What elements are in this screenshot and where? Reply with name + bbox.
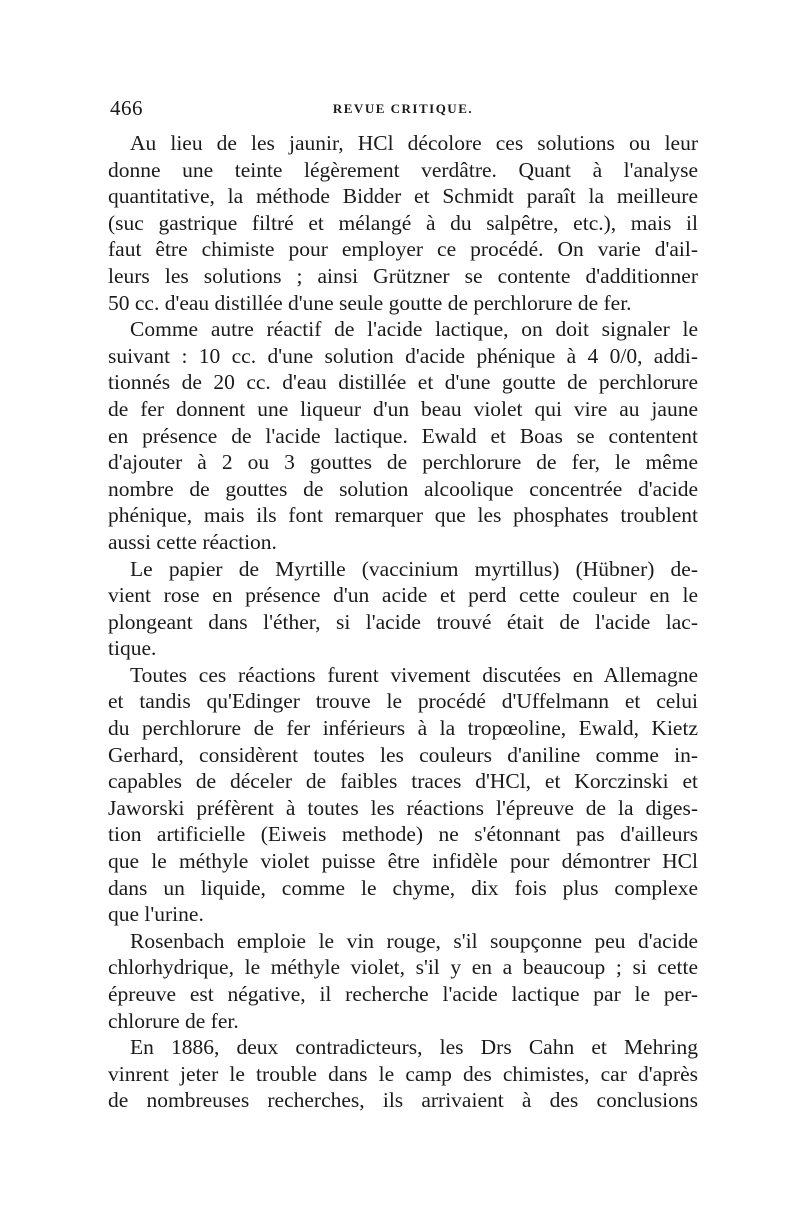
book-page xyxy=(108,96,698,1114)
text-line: Jaworski préfèrent à toutes les réactions l'épreuve de la diges- xyxy=(108,795,698,820)
text-line: donne une teinte légèrement verdâtre. Quant à l'analyse xyxy=(108,157,698,182)
text-line: de nombreuses recherches, ils arrivaient à des conclusions xyxy=(108,1088,698,1113)
text-line: tion artificielle (Eiweis methode) ne s'étonnant pas d'ailleurs xyxy=(108,822,698,847)
text-line: chlorhydrique, le méthyle violet, s'il y en a beaucoup ; si cette xyxy=(108,955,698,980)
page-number: 466 xyxy=(110,96,143,120)
text-line: quantitative, la méthode Bidder et Schmidt paraît la meilleure xyxy=(108,184,698,209)
text-line: dans un liquide, comme le chyme, dix fois plus complexe xyxy=(108,875,698,900)
text-line: 50 cc. d'eau distillée d'une seule goutte de perchlorure de fer. xyxy=(108,290,632,315)
text-line: que le méthyle violet puisse être infidèle pour démontrer HCl xyxy=(108,849,698,874)
text-line: de fer donnent une liqueur d'un beau violet qui vire au jaune xyxy=(108,396,698,421)
text-line: vient rose en présence d'un acide et perd cette couleur en le xyxy=(108,583,698,608)
text-line: Rosenbach emploie le vin rouge, s'il soupçonne peu d'acide xyxy=(130,928,698,953)
page-header xyxy=(108,96,698,126)
text-line: du perchlorure de fer inférieurs à la tropœoline, Ewald, Kietz xyxy=(108,716,698,741)
text-line: aussi cette réaction. xyxy=(108,529,277,554)
text-line: phénique, mais ils font remarquer que les phosphates troublent xyxy=(108,503,698,528)
text-line: nombre de gouttes de solution alcoolique concentrée d'acide xyxy=(108,476,698,501)
text-line: d'ajouter à 2 ou 3 gouttes de perchlorure de fer, le même xyxy=(108,450,698,475)
text-line: que l'urine. xyxy=(108,902,204,927)
text-line: en présence de l'acide lactique. Ewald et Boas se contentent xyxy=(108,423,698,448)
text-line: et tandis qu'Edinger trouve le procédé d'Uffelmann et celui xyxy=(108,689,698,714)
text-line: vinrent jeter le trouble dans le camp des chimistes, car d'après xyxy=(108,1061,698,1086)
text-line: Comme autre réactif de l'acide lactique, on doit signaler le xyxy=(130,317,698,342)
text-line: En 1886, deux contradicteurs, les Drs Cahn et Mehring xyxy=(130,1035,698,1060)
text-line: faut être chimiste pour employer ce procédé. On varie d'ail- xyxy=(108,237,698,262)
text-line: chlorure de fer. xyxy=(108,1008,239,1033)
text-line: Au lieu de les jaunir, HCl décolore ces solutions ou leur xyxy=(130,131,698,155)
text-line: plongeant dans l'éther, si l'acide trouvé était de l'acide lac- xyxy=(108,609,698,634)
text-line: tique. xyxy=(108,636,157,661)
text-line: capables de déceler de faibles traces d'HCl, et Korczinski et xyxy=(108,769,698,794)
text-line: (suc gastrique filtré et mélangé à du salpêtre, etc.), mais il xyxy=(108,210,698,235)
text-line: Gerhard, considèrent toutes les couleurs d'aniline comme in- xyxy=(108,742,698,767)
text-line: épreuve est négative, il recherche l'acide lactique par le per- xyxy=(108,982,698,1006)
body-text xyxy=(108,130,698,1114)
text-line: Le papier de Myrtille (vaccinium myrtillus) (Hübner) de- xyxy=(130,556,698,581)
text-line: suivant : 10 cc. d'une solution d'acide phénique à 4 0/0, addi- xyxy=(108,343,698,368)
text-line: leurs les solutions ; ainsi Grützner se contente d'additionner xyxy=(108,263,698,288)
text-line: Toutes ces réactions furent vivement discutées en Allemagne xyxy=(130,662,698,687)
text-line: tionnés de 20 cc. d'eau distillée et d'une goutte de perchlorure xyxy=(108,370,698,395)
running-title: REVUE CRITIQUE. xyxy=(332,101,474,116)
